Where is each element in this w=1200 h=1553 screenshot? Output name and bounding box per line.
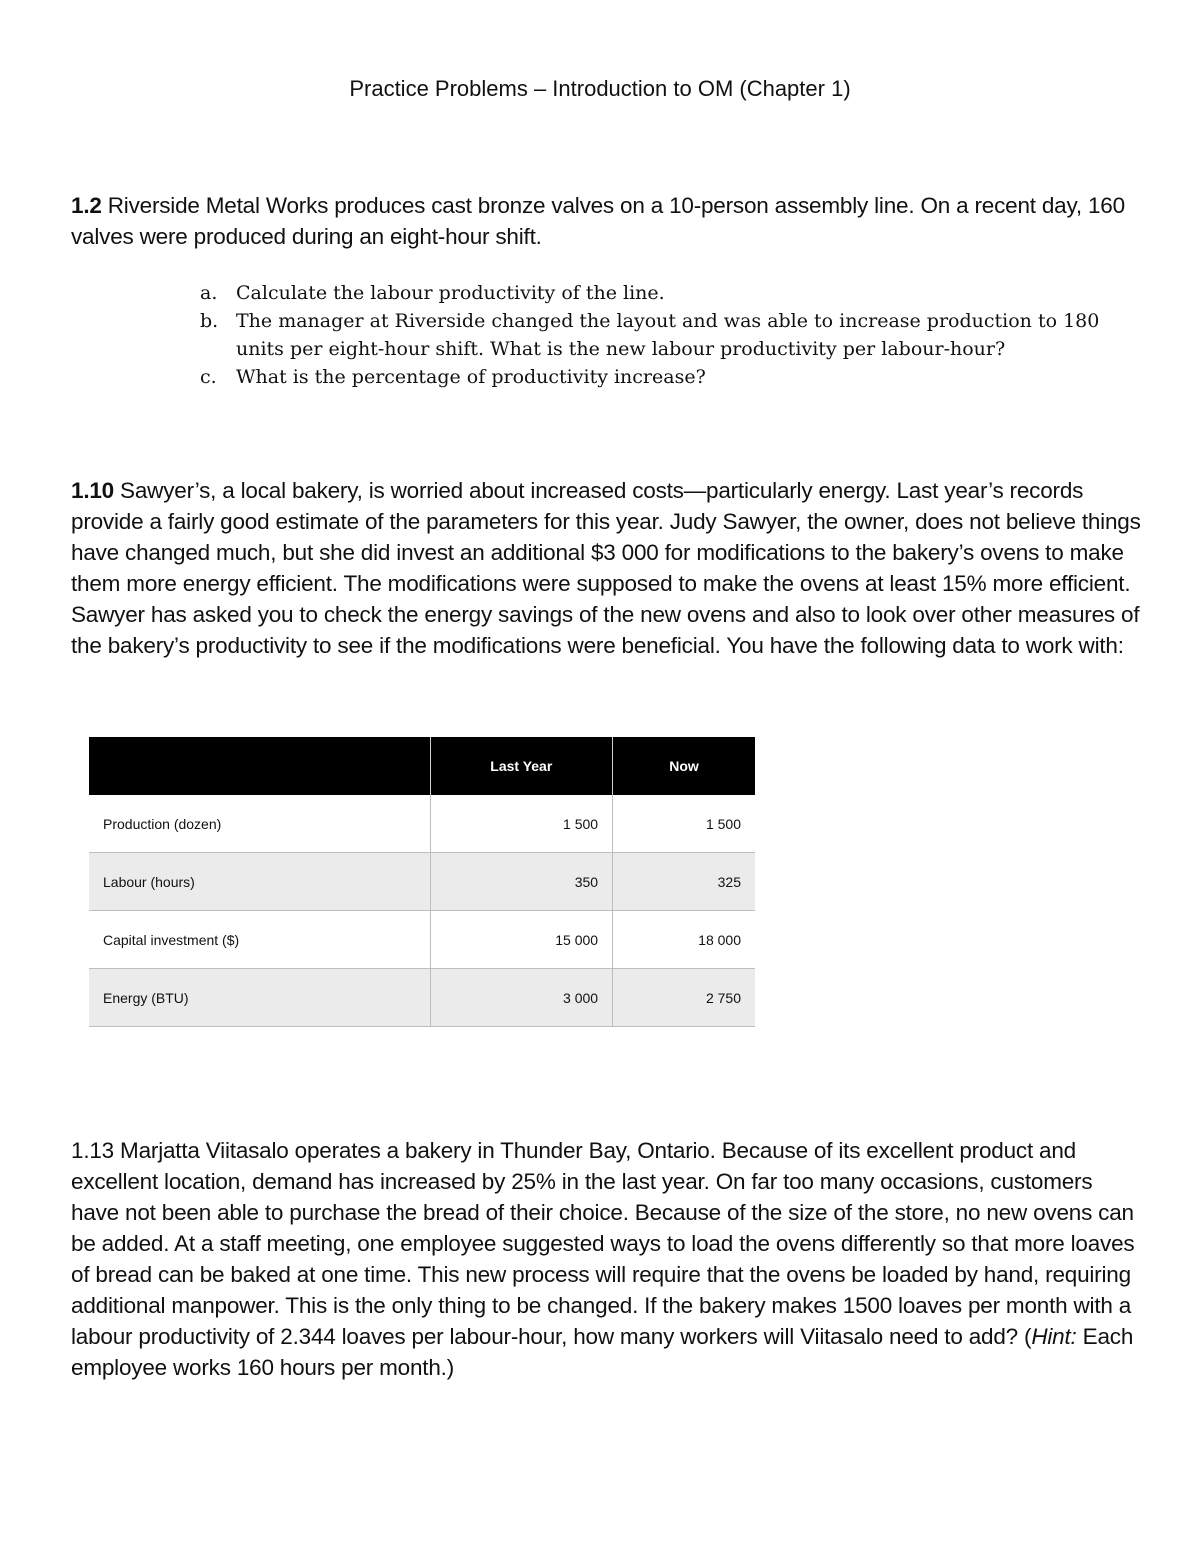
row-label: Production (dozen)	[89, 795, 430, 853]
item-label: c.	[200, 366, 217, 388]
problem-1-13	[71, 1135, 1141, 1383]
last-year-value: 3 000	[430, 969, 613, 1027]
hint-label: Hint:	[1031, 1324, 1077, 1349]
problem-text: Sawyer’s, a local bakery, is worried about increased costs—particularly energy. Last year’s records provide a fairly good estimate of the parameters for this year. Judy Sawyer, the owner, does not believe things have changed much, but she did invest an additional $3 000 for modifications to the bakery’s ovens to make them more energy efficient. The modifications were supposed to make the ovens at least 15% more efficient. Sawyer has asked you to check the energy savings of the new ovens and also to look over other measures of the bakery’s productivity to see if the modifications were beneficial. You have the following data to work with:	[71, 478, 1141, 658]
header-cell-blank	[89, 737, 430, 795]
problem-number: 1.2	[71, 193, 102, 218]
header-cell-last-year: Last Year	[430, 737, 613, 795]
item-label: a.	[200, 282, 218, 304]
now-value: 2 750	[613, 969, 755, 1027]
header-cell-now: Now	[613, 737, 755, 795]
item-text: What is the percentage of productivity increase?	[236, 366, 706, 388]
problem-number: 1.10	[71, 478, 114, 503]
now-value: 325	[613, 853, 755, 911]
table-row	[89, 795, 755, 853]
problem-1-2-subquestions	[200, 279, 1140, 391]
list-item	[200, 279, 1140, 307]
table-row	[89, 969, 755, 1027]
table-header-row	[89, 737, 755, 795]
problem-1-2	[71, 190, 1141, 252]
row-label: Capital investment ($)	[89, 911, 430, 969]
problem-1-10	[71, 475, 1141, 661]
list-item	[200, 363, 1140, 391]
now-value: 18 000	[613, 911, 755, 969]
row-label: Energy (BTU)	[89, 969, 430, 1027]
last-year-value: 1 500	[430, 795, 613, 853]
last-year-value: 15 000	[430, 911, 613, 969]
row-label: Labour (hours)	[89, 853, 430, 911]
item-text: The manager at Riverside changed the layout and was able to increase production to 180 units per eight-hour shift. What is the new labour productivity per labour-hour?	[236, 310, 1100, 360]
problem-text: 1.13 Marjatta Viitasalo operates a bakery in Thunder Bay, Ontario. Because of its excellent product and excellent location, demand has increased by 25% in the last year. On far too many occasions, customers have not been able to purchase the bread of their choice. Because of the size of the store, no new ovens can be added. At a staff meeting, one employee suggested ways to load the ovens differently so that more loaves of bread can be baked at one time. This new process will require that the ovens be loaded by hand, requiring additional manpower. This is the only thing to be changed. If the bakery makes 1500 loaves per month with a labour productivity of 2.344 loaves per labour-hour, how many workers will Viitasalo need to add? (	[71, 1138, 1135, 1349]
hint-text: Each employee works 160 hours per month.)	[71, 1324, 1134, 1380]
last-year-value: 350	[430, 853, 613, 911]
problem-text: Riverside Metal Works produces cast bronze valves on a 10-person assembly line. On a recent day, 160 valves were produced during an eight-hour shift.	[71, 193, 1125, 249]
now-value: 1 500	[613, 795, 755, 853]
page-title: Practice Problems – Introduction to OM (Chapter 1)	[349, 76, 851, 101]
item-text: Calculate the labour productivity of the line.	[236, 282, 665, 304]
item-label: b.	[200, 310, 219, 332]
bakery-data-table	[89, 737, 755, 1027]
list-item	[200, 307, 1140, 363]
table-row	[89, 853, 755, 911]
table-row	[89, 911, 755, 969]
